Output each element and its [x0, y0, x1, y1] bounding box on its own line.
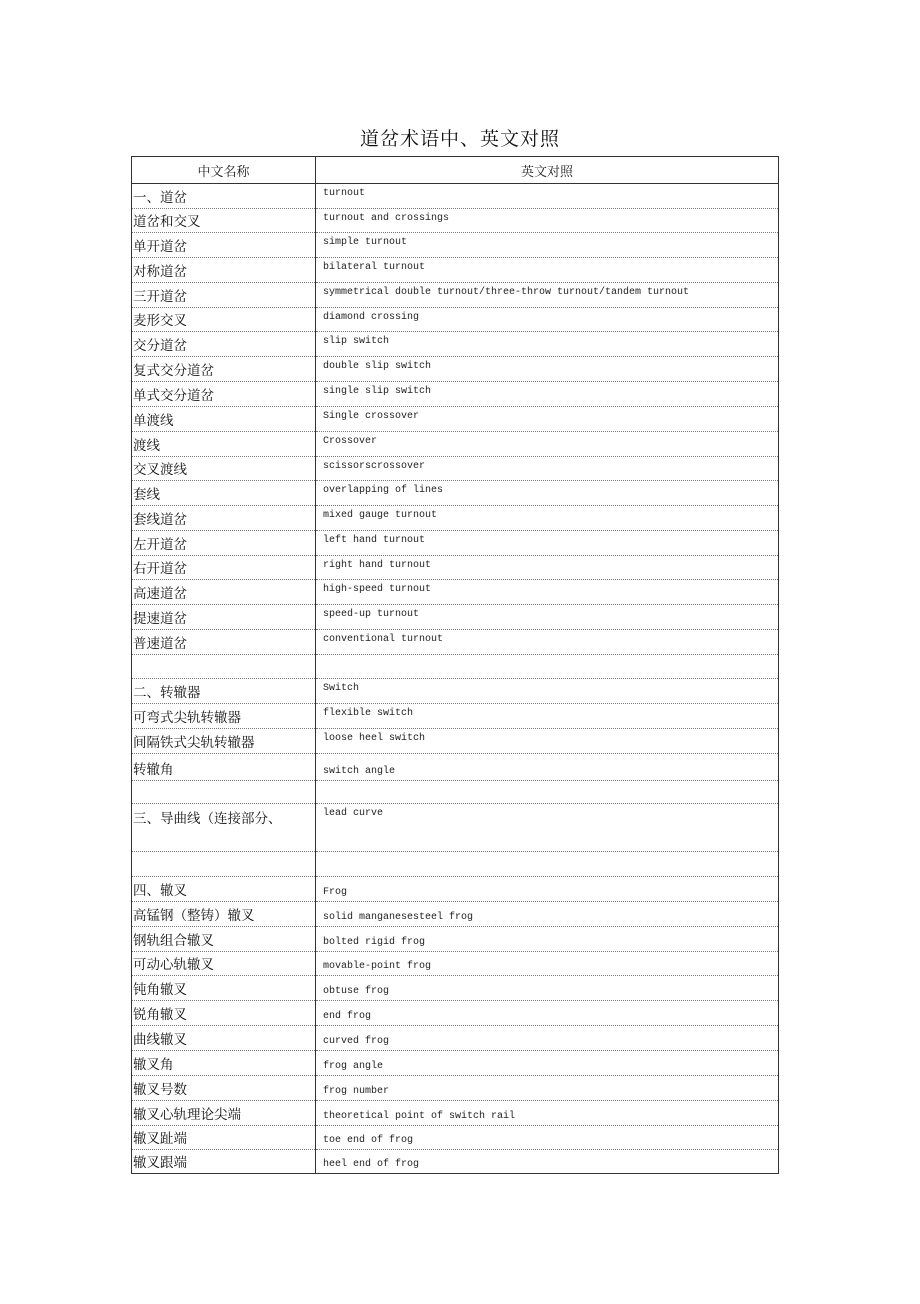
english-term-cell: obtuse frog — [316, 976, 779, 1001]
table-row — [132, 481, 779, 506]
table-row — [132, 754, 779, 781]
english-term-cell: Switch — [316, 679, 779, 704]
table-row — [132, 308, 779, 332]
table-row — [132, 902, 779, 927]
english-term-cell: slip switch — [316, 332, 779, 357]
table-row — [132, 1076, 779, 1101]
chinese-term-cell: 辙叉跟端 — [132, 1150, 316, 1174]
chinese-term-cell: 转辙角 — [132, 754, 316, 781]
english-term-cell: bolted rigid frog — [316, 927, 779, 952]
chinese-term-cell: 右开道岔 — [132, 556, 316, 580]
chinese-term-cell: 辙叉趾端 — [132, 1126, 316, 1150]
table-row — [132, 781, 779, 804]
chinese-term-cell: 辙叉角 — [132, 1051, 316, 1076]
chinese-term-cell: 可弯式尖轨转辙器 — [132, 704, 316, 729]
english-term-cell: Frog — [316, 877, 779, 902]
english-term-cell: end frog — [316, 1001, 779, 1026]
english-term-cell: turnout and crossings — [316, 209, 779, 233]
english-term-cell: frog angle — [316, 1051, 779, 1076]
english-term-cell — [316, 781, 779, 804]
english-term-cell: left hand turnout — [316, 531, 779, 556]
chinese-term-cell: 三、导曲线（连接部分、 — [132, 804, 316, 852]
chinese-term-cell: 提速道岔 — [132, 605, 316, 630]
chinese-term-cell: 钝角辙叉 — [132, 976, 316, 1001]
table-row — [132, 804, 779, 852]
english-term-cell: flexible switch — [316, 704, 779, 729]
english-term-cell: overlapping of lines — [316, 481, 779, 506]
english-term-cell: symmetrical double turnout/three-throw turnout/tandem turnout — [316, 283, 779, 308]
table-row — [132, 679, 779, 704]
table-row — [132, 432, 779, 457]
chinese-term-cell: 单式交分道岔 — [132, 382, 316, 407]
table-row — [132, 1026, 779, 1051]
english-term-cell: heel end of frog — [316, 1150, 779, 1174]
chinese-term-cell: 辙叉心轨理论尖端 — [132, 1101, 316, 1126]
english-term-cell: double slip switch — [316, 357, 779, 382]
header-chinese-name: 中文名称 — [132, 157, 316, 184]
english-term-cell: turnout — [316, 184, 779, 209]
english-term-cell: frog number — [316, 1076, 779, 1101]
english-term-cell: switch angle — [316, 754, 779, 781]
table-row — [132, 1150, 779, 1174]
chinese-term-cell: 左开道岔 — [132, 531, 316, 556]
table-row — [132, 233, 779, 258]
chinese-term-cell: 高速道岔 — [132, 580, 316, 605]
english-term-cell: loose heel switch — [316, 729, 779, 754]
english-term-cell: single slip switch — [316, 382, 779, 407]
chinese-term-cell: 普速道岔 — [132, 630, 316, 655]
chinese-term-cell — [132, 781, 316, 804]
table-row — [132, 283, 779, 308]
chinese-term-cell — [132, 852, 316, 877]
chinese-term-cell: 四、辙叉 — [132, 877, 316, 902]
chinese-term-cell: 一、道岔 — [132, 184, 316, 209]
chinese-term-cell — [132, 655, 316, 679]
table-row — [132, 1126, 779, 1150]
table-row — [132, 1051, 779, 1076]
chinese-term-cell: 二、转辙器 — [132, 679, 316, 704]
table-row — [132, 506, 779, 531]
english-term-cell: lead curve — [316, 804, 779, 852]
english-term-cell: scissorscrossover — [316, 457, 779, 481]
english-term-cell: simple turnout — [316, 233, 779, 258]
table-row — [132, 184, 779, 209]
table-row — [132, 531, 779, 556]
table-row — [132, 357, 779, 382]
english-term-cell: diamond crossing — [316, 308, 779, 332]
english-term-cell: mixed gauge turnout — [316, 506, 779, 531]
english-term-cell: Single crossover — [316, 407, 779, 432]
chinese-term-cell: 套线 — [132, 481, 316, 506]
chinese-term-cell: 辙叉号数 — [132, 1076, 316, 1101]
table-row — [132, 605, 779, 630]
table-row — [132, 382, 779, 407]
table-row — [132, 729, 779, 754]
chinese-term-cell: 间隔铁式尖轨转辙器 — [132, 729, 316, 754]
table-row — [132, 877, 779, 902]
table-row — [132, 927, 779, 952]
chinese-term-cell: 高锰钢（整铸）辙叉 — [132, 902, 316, 927]
english-term-cell: solid manganesesteel frog — [316, 902, 779, 927]
chinese-term-cell: 渡线 — [132, 432, 316, 457]
terms-table — [131, 156, 779, 1174]
english-term-cell — [316, 655, 779, 679]
english-term-cell: movable-point frog — [316, 952, 779, 976]
table-row — [132, 1101, 779, 1126]
chinese-term-cell: 锐角辙叉 — [132, 1001, 316, 1026]
table-row — [132, 457, 779, 481]
table-row — [132, 1001, 779, 1026]
chinese-term-cell: 套线道岔 — [132, 506, 316, 531]
chinese-term-cell: 钢轨组合辙叉 — [132, 927, 316, 952]
english-term-cell: curved frog — [316, 1026, 779, 1051]
header-row — [132, 157, 779, 184]
table-row — [132, 852, 779, 877]
table-row — [132, 952, 779, 976]
table-row — [132, 630, 779, 655]
english-term-cell: toe end of frog — [316, 1126, 779, 1150]
english-term-cell — [316, 852, 779, 877]
table-row — [132, 209, 779, 233]
table-row — [132, 580, 779, 605]
chinese-term-cell: 单渡线 — [132, 407, 316, 432]
english-term-cell: conventional turnout — [316, 630, 779, 655]
table-row — [132, 332, 779, 357]
table-row — [132, 407, 779, 432]
header-english: 英文对照 — [316, 157, 779, 184]
english-term-cell: right hand turnout — [316, 556, 779, 580]
chinese-term-cell: 交叉渡线 — [132, 457, 316, 481]
english-term-cell: bilateral turnout — [316, 258, 779, 283]
chinese-term-cell: 交分道岔 — [132, 332, 316, 357]
chinese-term-cell: 麦形交叉 — [132, 308, 316, 332]
table-row — [132, 704, 779, 729]
table-row — [132, 556, 779, 580]
english-term-cell: theoretical point of switch rail — [316, 1101, 779, 1126]
chinese-term-cell: 三开道岔 — [132, 283, 316, 308]
chinese-term-cell: 单开道岔 — [132, 233, 316, 258]
table-row — [132, 655, 779, 679]
english-term-cell: high-speed turnout — [316, 580, 779, 605]
chinese-term-cell: 复式交分道岔 — [132, 357, 316, 382]
table-row — [132, 976, 779, 1001]
document-title: 道岔术语中、英文对照 — [359, 128, 560, 150]
chinese-term-cell: 可动心轨辙叉 — [132, 952, 316, 976]
english-term-cell: speed-up turnout — [316, 605, 779, 630]
english-term-cell: Crossover — [316, 432, 779, 457]
chinese-term-cell: 道岔和交叉 — [132, 209, 316, 233]
chinese-term-cell: 对称道岔 — [132, 258, 316, 283]
chinese-term-cell: 曲线辙叉 — [132, 1026, 316, 1051]
table-row — [132, 258, 779, 283]
